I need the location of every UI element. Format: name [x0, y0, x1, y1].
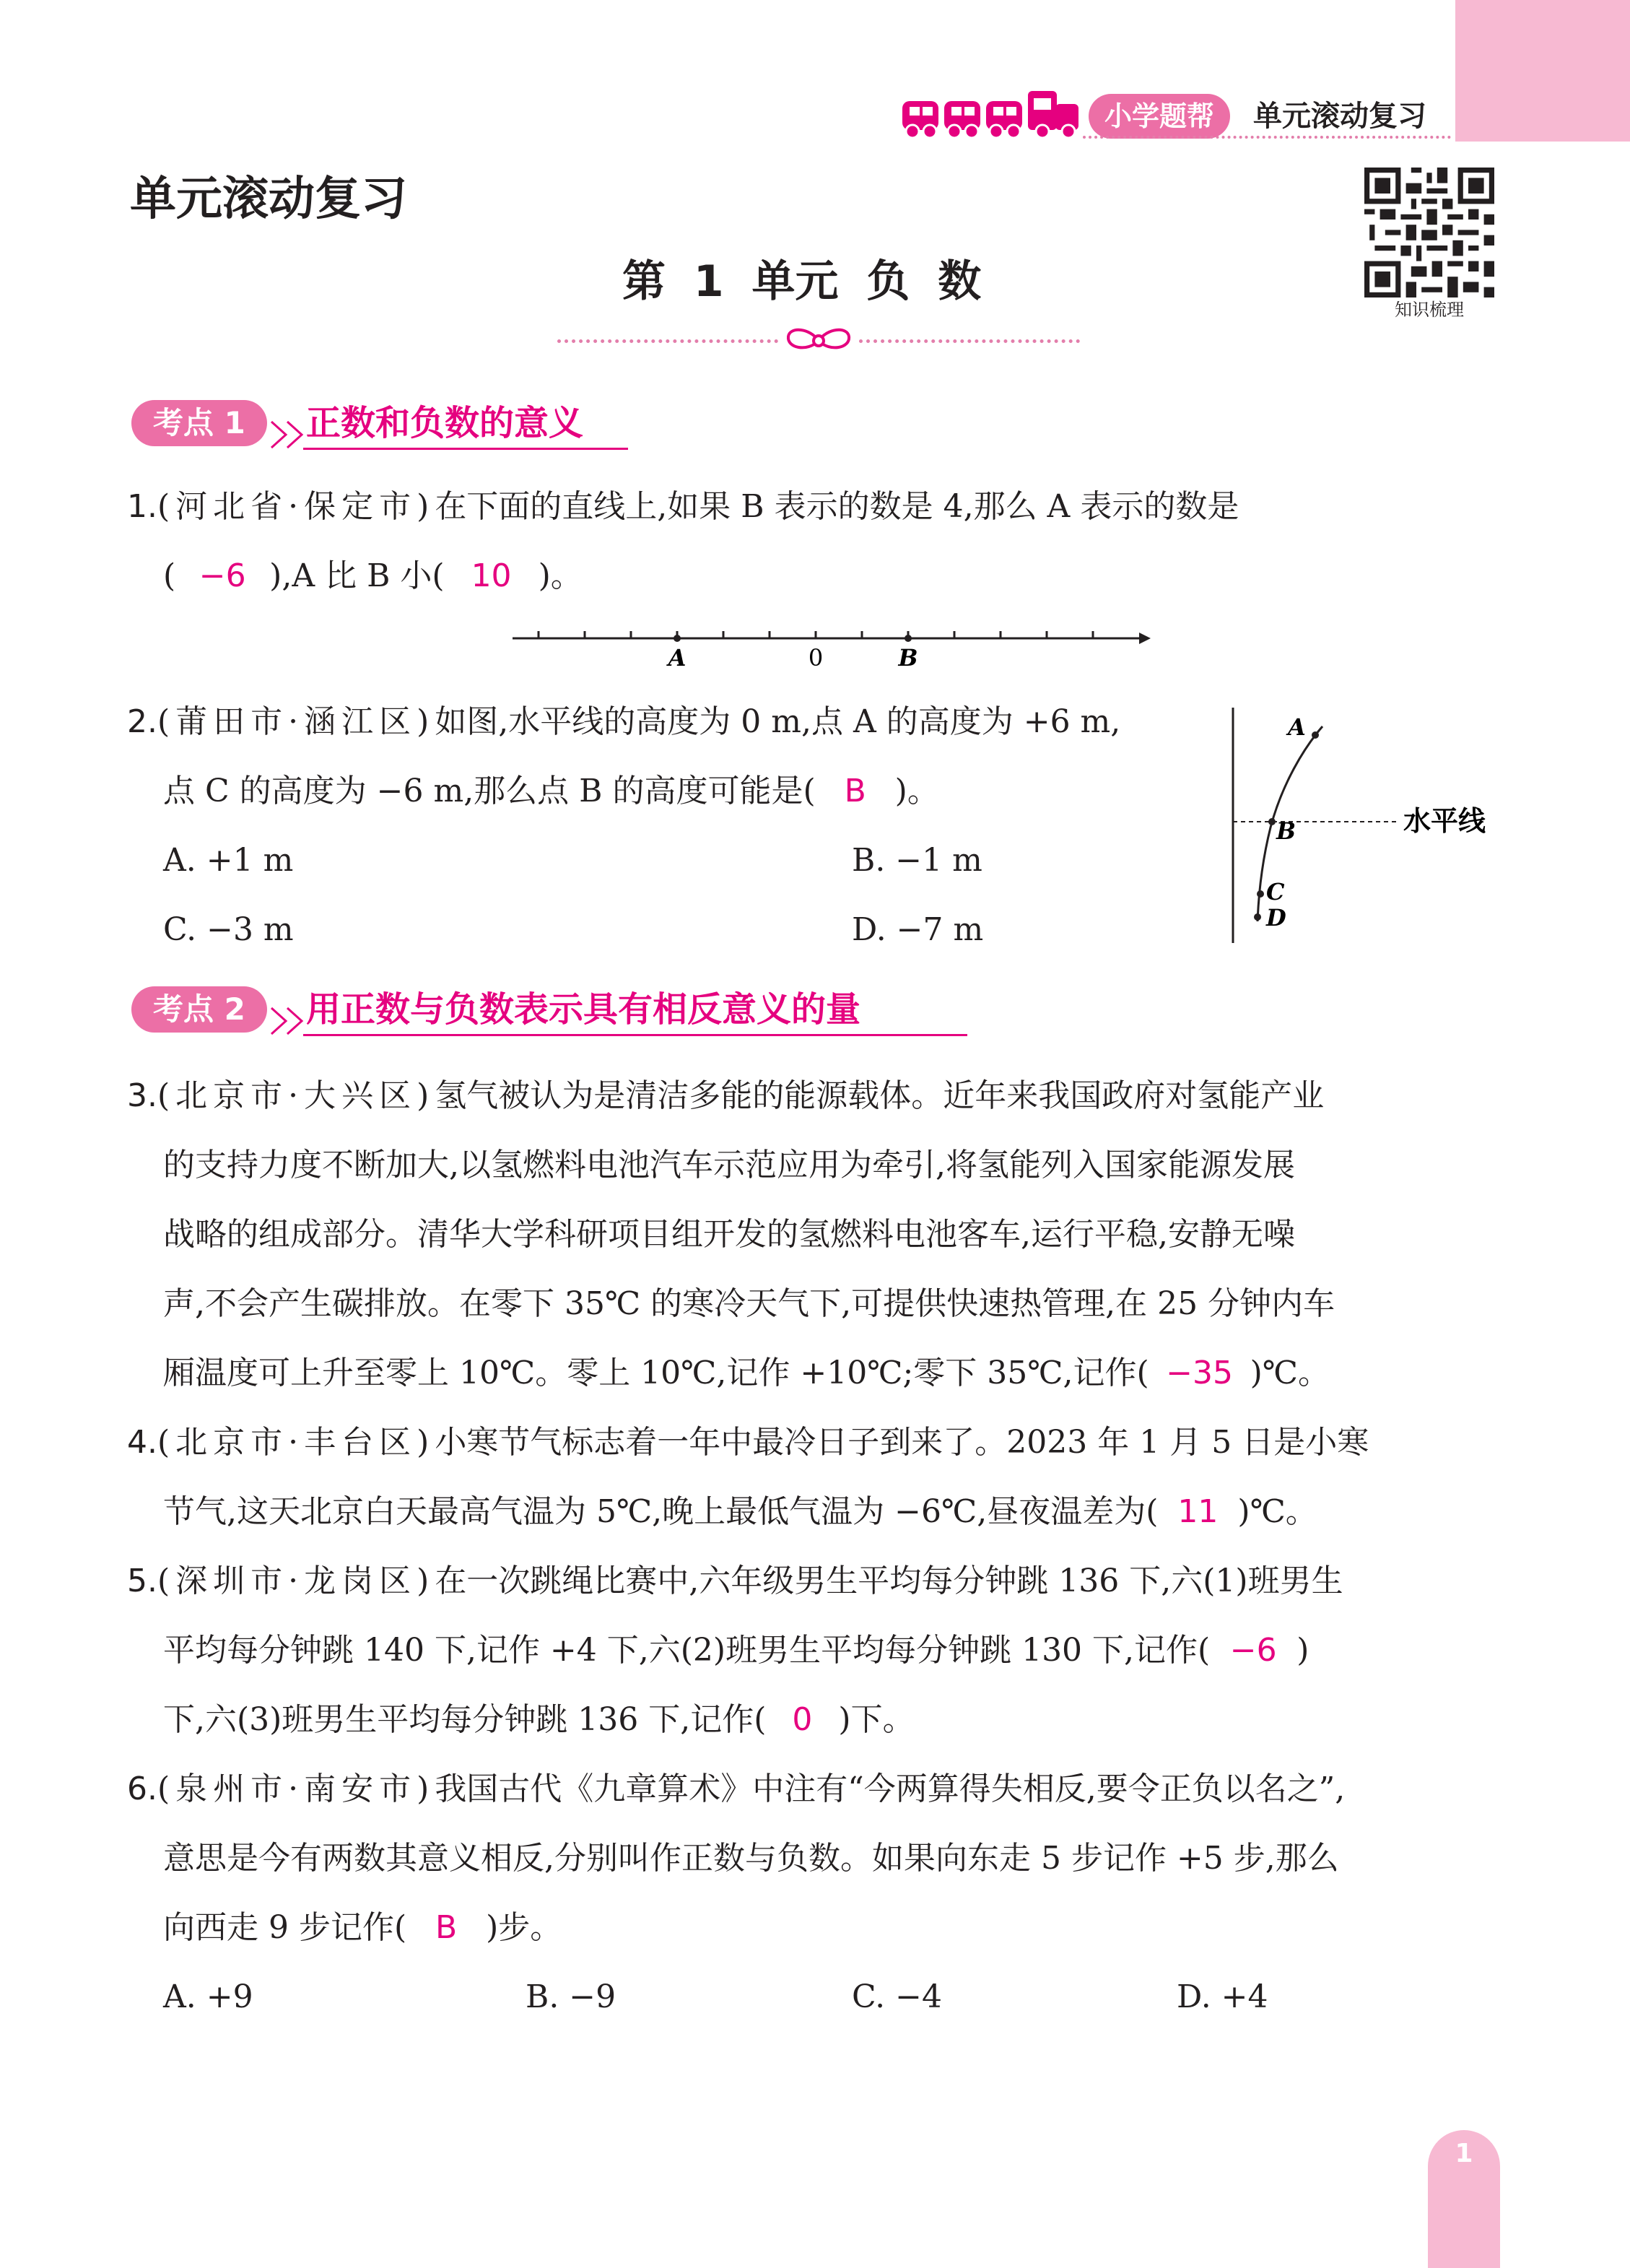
train-icon: [901, 85, 1081, 143]
point-b-label: B: [898, 644, 918, 672]
figure-point-a: A: [1288, 713, 1306, 741]
question-2-line-2: 点 C 的高度为 −6 m,那么点 B 的高度可能是( B )。: [163, 757, 1535, 826]
question-3-line-5: 厢温度可上升至零上 10℃。零上 10℃,记作 +10℃;零下 35℃,记作( −35 )℃。: [163, 1339, 1535, 1408]
bow-icon: [784, 323, 853, 358]
page-number: 1: [1455, 2139, 1473, 2168]
answer-q5-b[interactable]: 0: [792, 1701, 813, 1738]
question-5-line-3: 下,六(3)班男生平均每分钟跳 136 下,记作( 0 )下。: [163, 1685, 1535, 1755]
answer-q1-a[interactable]: −6: [199, 557, 246, 594]
q2-option-c[interactable]: C. −3 m: [163, 911, 294, 948]
q6-option-d[interactable]: D. +4: [1177, 1978, 1268, 2015]
q6-option-c[interactable]: C. −4: [852, 1978, 942, 2015]
question-5-line-1: 5.(深圳市·龙岗区)在一次跳绳比赛中,六年级男生平均每分钟跳 136 下,六(1)班男生: [127, 1563, 1343, 1599]
answer-q2[interactable]: B: [844, 773, 866, 809]
figure-point-c: C: [1266, 878, 1285, 905]
page-heading: 单元滚动复习: [130, 173, 407, 226]
figure-point-b: B: [1276, 817, 1296, 845]
header-divider: [1083, 136, 1451, 139]
section-title-1: 正数和负数的意义: [306, 403, 584, 443]
question-3-line-4: 声,不会产生碳排放。在零下 35℃ 的寒冷天气下,可提供快速热管理,在 25 分钟内车: [163, 1285, 1335, 1322]
question-1-line-1: 1.(河北省·保定市)在下面的直线上,如果 B 表示的数是 4,那么 A 表示的数是: [127, 488, 1239, 525]
brand-badge: 小学题帮: [1089, 94, 1230, 139]
section-underline-1: [303, 448, 628, 450]
answer-q1-b[interactable]: 10: [471, 557, 512, 594]
question-2-line-1: 2.(莆田市·涵江区)如图,水平线的高度为 0 m,点 A 的高度为 +6 m,: [127, 703, 1121, 740]
corner-tab: [1455, 0, 1630, 142]
q2-option-d[interactable]: D. −7 m: [852, 911, 984, 948]
q2-option-b[interactable]: B. −1 m: [852, 842, 982, 879]
qr-label: 知识梳理: [1395, 300, 1464, 320]
section-badge-1: 考点 1: [131, 400, 267, 446]
question-3-line-3: 战略的组成部分。清华大学科研项目组开发的氢燃料电池客车,运行平稳,安静无噪: [163, 1216, 1295, 1253]
horizon-label: 水平线: [1403, 805, 1486, 837]
question-4-line-2: 节气,这天北京白天最高气温为 5℃,晚上最低气温为 −6℃,昼夜温差为( 11 )℃。: [163, 1477, 1535, 1547]
unit-title: 第 1 单元 负 数: [622, 256, 982, 307]
question-1-line-2: ( −6 ),A 比 B 小( 10 )。: [163, 542, 1535, 611]
q6-option-b[interactable]: B. −9: [526, 1978, 616, 2015]
title-divider-right: [859, 339, 1080, 343]
height-figure: [1224, 705, 1513, 950]
section-underline-2: [303, 1034, 967, 1036]
question-3-line-2: 的支持力度不断加大,以氢燃料电池汽车示范应用为牵引,将氢能列入国家能源发展: [163, 1147, 1295, 1183]
answer-q5-a[interactable]: −6: [1229, 1632, 1277, 1669]
answer-q3[interactable]: −35: [1166, 1355, 1234, 1391]
answer-q4[interactable]: 11: [1177, 1493, 1219, 1530]
section-title-2: 用正数与负数表示具有相反意义的量: [306, 989, 861, 1030]
q6-option-a[interactable]: A. +9: [163, 1978, 253, 2015]
answer-q6[interactable]: B: [435, 1909, 458, 1946]
question-6-line-1: 6.(泉州市·南安市)我国古代《九章算术》中注有“今两算得失相反,要令正负以名之”,: [127, 1770, 1346, 1807]
header-title: 单元滚动复习: [1253, 100, 1426, 133]
question-6-line-2: 意思是今有两数其意义相反,分别叫作正数与负数。如果向东走 5 步记作 +5 步,那么: [163, 1840, 1339, 1877]
figure-point-d: D: [1266, 904, 1286, 931]
point-a-label: A: [668, 644, 687, 672]
section-badge-2: 考点 2: [131, 986, 267, 1033]
question-6-line-3: 向西走 9 步记作( B )步。: [163, 1893, 1535, 1963]
section-arrow-icon: [269, 417, 308, 449]
number-line-figure: [510, 621, 1152, 679]
q2-option-a[interactable]: A. +1 m: [163, 842, 294, 879]
title-divider-left: [557, 339, 778, 343]
question-3-line-1: 3.(北京市·大兴区)氢气被认为是清洁多能的能源载体。近年来我国政府对氢能产业: [127, 1077, 1325, 1114]
section-arrow-icon: [269, 1004, 308, 1035]
question-5-line-2: 平均每分钟跳 140 下,记作 +4 下,六(2)班男生平均每分钟跳 130 下,记作( −6 ): [163, 1616, 1535, 1685]
question-4-line-1: 4.(北京市·丰台区)小寒节气标志着一年中最冷日子到来了。2023 年 1 月 5 日是小寒: [127, 1424, 1369, 1461]
zero-label: 0: [808, 644, 824, 672]
qr-code-icon: [1364, 168, 1494, 297]
